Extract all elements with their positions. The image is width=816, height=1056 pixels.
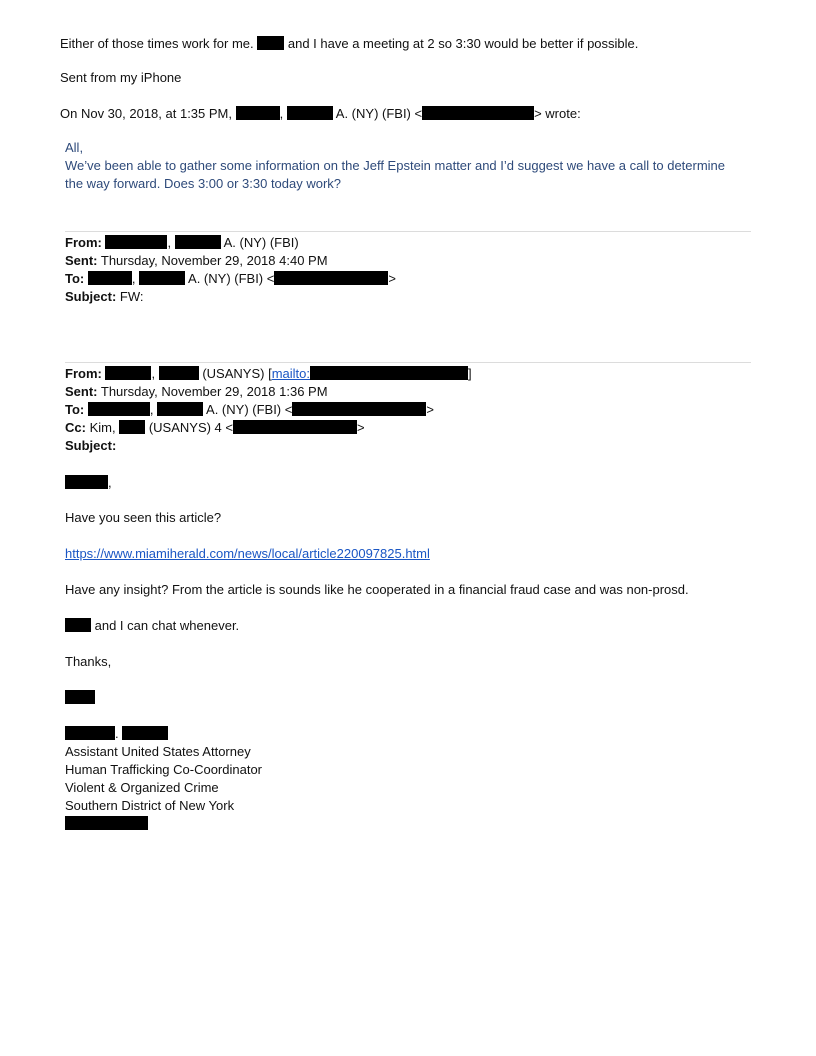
signature-name bbox=[65, 725, 168, 743]
from-label: From: bbox=[65, 235, 102, 250]
reply-line-1 bbox=[60, 35, 638, 53]
original-from-line bbox=[65, 365, 472, 383]
separator: , bbox=[167, 235, 172, 250]
signature-district: Southern District of New York bbox=[65, 798, 235, 813]
redaction bbox=[88, 402, 150, 416]
quote-intro-line bbox=[60, 105, 581, 123]
sent-value: Thursday, November 29, 2018 4:40 PM bbox=[100, 253, 328, 268]
subject-label: Subject: bbox=[65, 438, 117, 453]
to-label: To: bbox=[65, 402, 85, 417]
redaction bbox=[233, 420, 357, 434]
signature-redacted bbox=[65, 815, 148, 833]
body-chat-line bbox=[65, 617, 239, 635]
sent-label: Sent: bbox=[65, 253, 98, 268]
redaction bbox=[88, 271, 132, 285]
from-value: A. (NY) (FBI) bbox=[223, 235, 299, 250]
body-insight: Have any insight? From the article is sounds like he cooperated in a financial fraud case and was non-prosd. bbox=[65, 582, 689, 597]
redaction bbox=[65, 690, 95, 704]
redaction bbox=[310, 366, 468, 380]
separator: , bbox=[108, 475, 112, 490]
sent-label: Sent: bbox=[65, 384, 98, 399]
redaction bbox=[65, 475, 108, 489]
redaction bbox=[105, 235, 167, 249]
quote-intro-text: A. (NY) (FBI) < bbox=[335, 106, 423, 121]
redaction bbox=[236, 106, 280, 120]
separator: . bbox=[115, 726, 119, 741]
reply-text: Either of those times work for me. bbox=[60, 36, 254, 51]
subject-value: FW: bbox=[119, 289, 144, 304]
forward-to-line bbox=[65, 270, 396, 288]
redaction bbox=[105, 366, 151, 380]
to-value: > bbox=[388, 271, 396, 286]
redaction bbox=[119, 420, 145, 434]
signature-role: Human Trafficking Co-Coordinator bbox=[65, 762, 263, 777]
body-question: Have you seen this article? bbox=[65, 510, 222, 525]
redaction bbox=[292, 402, 426, 416]
to-value: A. (NY) (FBI) < bbox=[188, 271, 275, 286]
redaction bbox=[139, 271, 185, 285]
sent-from-line: Sent from my iPhone bbox=[60, 70, 182, 85]
redaction bbox=[175, 235, 221, 249]
redaction bbox=[157, 402, 203, 416]
body-text: and I can chat whenever. bbox=[94, 618, 240, 633]
quote-intro-text: > wrote: bbox=[534, 106, 581, 121]
from-value: (USANYS) [ bbox=[202, 366, 272, 381]
separator: , bbox=[279, 106, 284, 121]
redaction bbox=[159, 366, 199, 380]
separator: , bbox=[131, 271, 136, 286]
cc-value: > bbox=[357, 420, 365, 435]
quoted-greeting: All, bbox=[65, 140, 84, 155]
redaction bbox=[257, 36, 284, 50]
redaction bbox=[65, 618, 91, 632]
body-thanks: Thanks, bbox=[65, 654, 112, 669]
quote-intro-text: On Nov 30, 2018, at 1:35 PM, bbox=[60, 106, 232, 121]
forward-from-line bbox=[65, 234, 299, 252]
from-label: From: bbox=[65, 366, 102, 381]
from-value: ] bbox=[467, 366, 472, 381]
redaction bbox=[65, 816, 148, 830]
to-value: > bbox=[426, 402, 434, 417]
divider bbox=[65, 362, 751, 363]
original-subject-line bbox=[65, 437, 116, 455]
to-label: To: bbox=[65, 271, 85, 286]
sent-value: Thursday, November 29, 2018 1:36 PM bbox=[100, 384, 328, 399]
redaction bbox=[122, 726, 168, 740]
to-value: A. (NY) (FBI) < bbox=[206, 402, 293, 417]
mailto-link[interactable]: mailto: bbox=[271, 366, 310, 381]
cc-label: Cc: bbox=[65, 420, 86, 435]
divider bbox=[65, 231, 751, 232]
cc-value: (USANYS) 4 < bbox=[148, 420, 233, 435]
redaction bbox=[65, 726, 115, 740]
redaction bbox=[287, 106, 333, 120]
separator: , bbox=[151, 366, 156, 381]
forward-sent-line bbox=[65, 252, 328, 270]
signature-title: Assistant United States Attorney bbox=[65, 744, 251, 759]
signature-unit: Violent & Organized Crime bbox=[65, 780, 219, 795]
redaction bbox=[422, 106, 534, 120]
forward-subject-line bbox=[65, 288, 144, 306]
separator: , bbox=[149, 402, 154, 417]
original-cc-line bbox=[65, 419, 365, 437]
cc-value: Kim, bbox=[89, 420, 116, 435]
reply-text: and I have a meeting at 2 so 3:30 would be better if possible. bbox=[287, 36, 639, 51]
signoff-redacted bbox=[65, 689, 95, 707]
quoted-body-line-2: the way forward. Does 3:00 or 3:30 today work? bbox=[65, 176, 342, 191]
original-sent-line bbox=[65, 383, 328, 401]
article-link[interactable]: https://www.miamiherald.com/news/local/article220097825.html bbox=[65, 546, 430, 561]
quoted-body-line-1: We’ve been able to gather some information on the Jeff Epstein matter and I’d suggest we have a call to determine bbox=[65, 158, 726, 173]
body-greeting bbox=[65, 474, 112, 492]
original-to-line bbox=[65, 401, 434, 419]
subject-label: Subject: bbox=[65, 289, 117, 304]
redaction bbox=[274, 271, 388, 285]
